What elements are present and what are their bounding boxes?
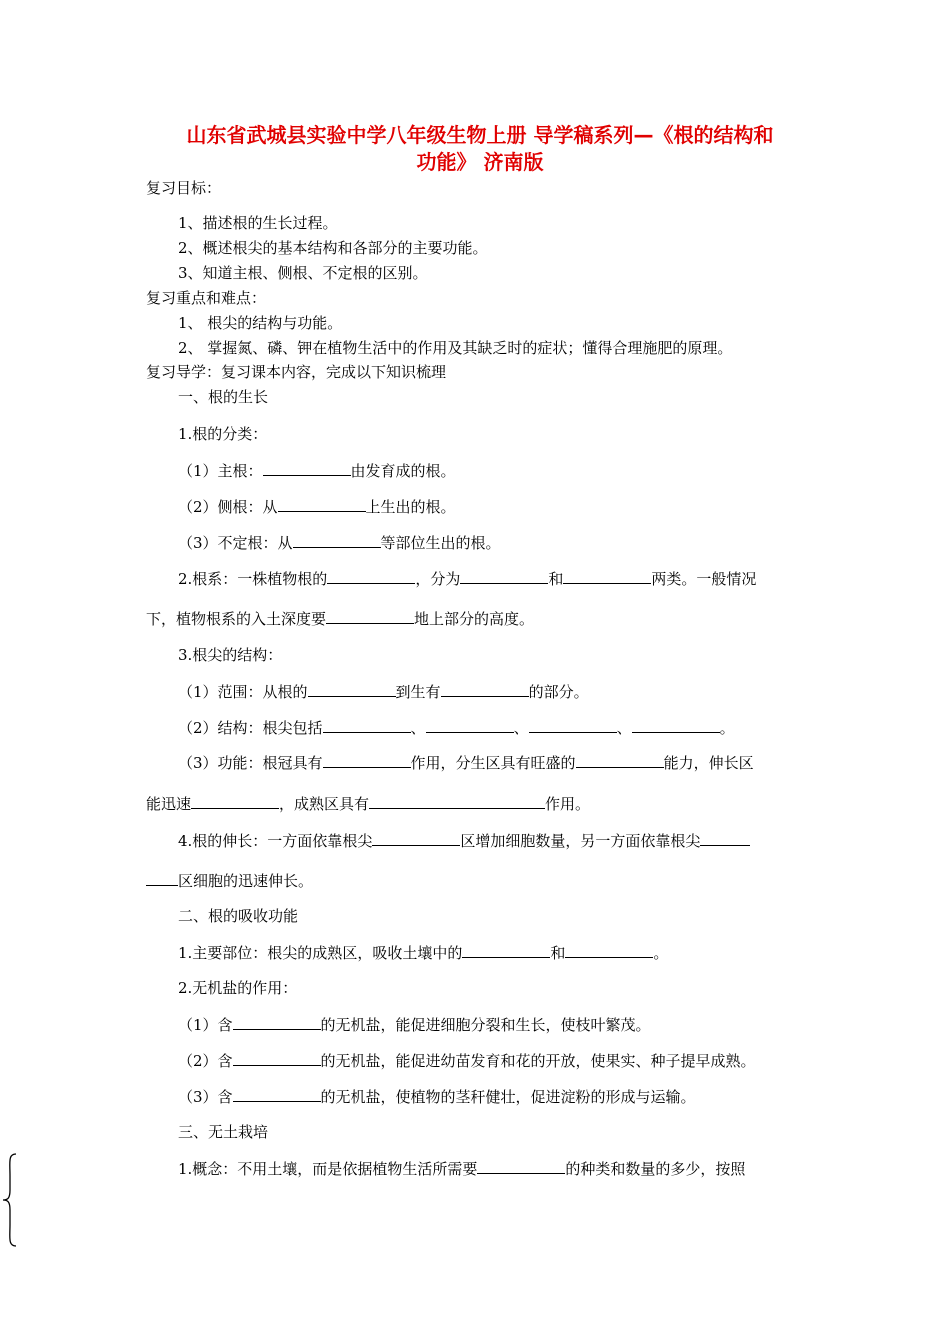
fill-blank[interactable] — [632, 717, 720, 733]
tip-structure-line: （2）结构：根尖包括 、 、 、 。 — [178, 719, 735, 737]
elongation-line: 4.根的伸长：一方面依靠根尖 区增加细胞数量，另一方面依靠根尖 — [178, 830, 750, 851]
fill-blank[interactable] — [477, 1158, 565, 1174]
side-root-line: （2）侧根：从 上生出的根。 — [178, 498, 456, 516]
title-line-1: 山东省武城县实验中学八年级生物上册 导学稿系列—《根的结构和 — [186, 123, 774, 147]
fill-blank[interactable] — [233, 1050, 321, 1066]
fill-blank[interactable] — [369, 793, 545, 809]
document-title — [140, 122, 820, 176]
fill-blank[interactable] — [460, 568, 548, 584]
fill-blank[interactable] — [263, 460, 351, 476]
goal-item: 3、知道主根、侧根、不定根的区别。 — [178, 264, 428, 282]
root-system-line-2: 下，植物根系的入土深度要 地上部分的高度。 — [146, 610, 535, 628]
fill-blank[interactable] — [529, 717, 617, 733]
fill-blank[interactable] — [326, 608, 414, 624]
fill-blank[interactable] — [565, 942, 653, 958]
fill-blank[interactable] — [191, 793, 279, 809]
fill-blank[interactable] — [233, 1014, 321, 1030]
fill-blank[interactable] — [700, 830, 750, 846]
goal-item: 2、概述根尖的基本结构和各部分的主要功能。 — [178, 239, 488, 257]
fill-blank[interactable] — [293, 532, 381, 548]
curly-brace-shape — [0, 1152, 20, 1248]
fill-blank[interactable] — [327, 568, 415, 584]
fill-blank[interactable] — [323, 752, 411, 768]
adventitious-root-line: （3）不定根：从 等部位生出的根。 — [178, 534, 501, 552]
classify-heading: 1.根的分类： — [178, 425, 268, 443]
fill-blank[interactable] — [278, 496, 366, 512]
main-root-line: （1）主根： 由发育成的根。 — [178, 462, 456, 480]
tip-heading: 3.根尖的结构： — [178, 646, 283, 664]
key-points-heading: 复习重点和难点： — [146, 289, 267, 307]
salt-line-1: （1）含 的无机盐，能促进细胞分裂和生长，使枝叶繁茂。 — [178, 1016, 651, 1034]
elongation-line-2: 区细胞的迅速伸长。 — [146, 870, 313, 891]
fill-blank[interactable] — [372, 830, 460, 846]
fill-blank[interactable] — [441, 681, 529, 697]
fill-blank[interactable] — [426, 717, 514, 733]
section1-heading: 一、根的生长 — [178, 388, 269, 406]
goal-item: 1、描述根的生长过程。 — [178, 214, 338, 232]
root-system-line: 2.根系：一株植物根的 ，分为 和 两类。一般情况 — [178, 570, 757, 588]
goals-heading: 复习目标： — [146, 179, 222, 197]
key-point-item: 1、 根尖的结构与功能。 — [178, 314, 343, 332]
main-part-line: 1.主要部位：根尖的成熟区，吸收土壤中的 和 。 — [178, 944, 669, 962]
salt-line-3: （3）含 的无机盐，使植物的茎秆健壮，促进淀粉的形成与运输。 — [178, 1088, 696, 1106]
fill-blank[interactable] — [233, 1086, 321, 1102]
fill-blank[interactable] — [462, 942, 550, 958]
fill-blank[interactable] — [563, 568, 651, 584]
fill-blank[interactable] — [323, 717, 411, 733]
guide-heading: 复习导学：复习课本内容，完成以下知识梳理 — [146, 363, 447, 381]
section2-heading: 二、根的吸收功能 — [178, 907, 299, 925]
fill-blank[interactable] — [308, 681, 396, 697]
tip-function-line: （3）功能：根冠具有 作用，分生区具有旺盛的 能力，伸长区 — [178, 754, 754, 772]
tip-range-line: （1）范围：从根的 到生有 的部分。 — [178, 683, 589, 701]
salts-heading: 2.无机盐的作用： — [178, 979, 298, 997]
fill-blank[interactable] — [576, 752, 664, 768]
key-point-item: 2、 掌握氮、磷、钾在植物生活中的作用及其缺乏时的症状；懂得合理施肥的原理。 — [178, 339, 733, 357]
section3-heading: 三、无土栽培 — [178, 1123, 269, 1141]
concept-line: 1.概念：不用土壤，而是依据植物生活所需要 的种类和数量的多少，按照 — [178, 1160, 746, 1178]
tip-function-line-2: 能迅速 ，成熟区具有 作用。 — [146, 795, 591, 813]
fill-blank[interactable] — [146, 870, 178, 886]
salt-line-2: （2）含 的无机盐，能促进幼苗发育和花的开放，使果实、种子提早成熟。 — [178, 1052, 756, 1070]
title-line-2: 功能》 济南版 — [416, 150, 544, 174]
